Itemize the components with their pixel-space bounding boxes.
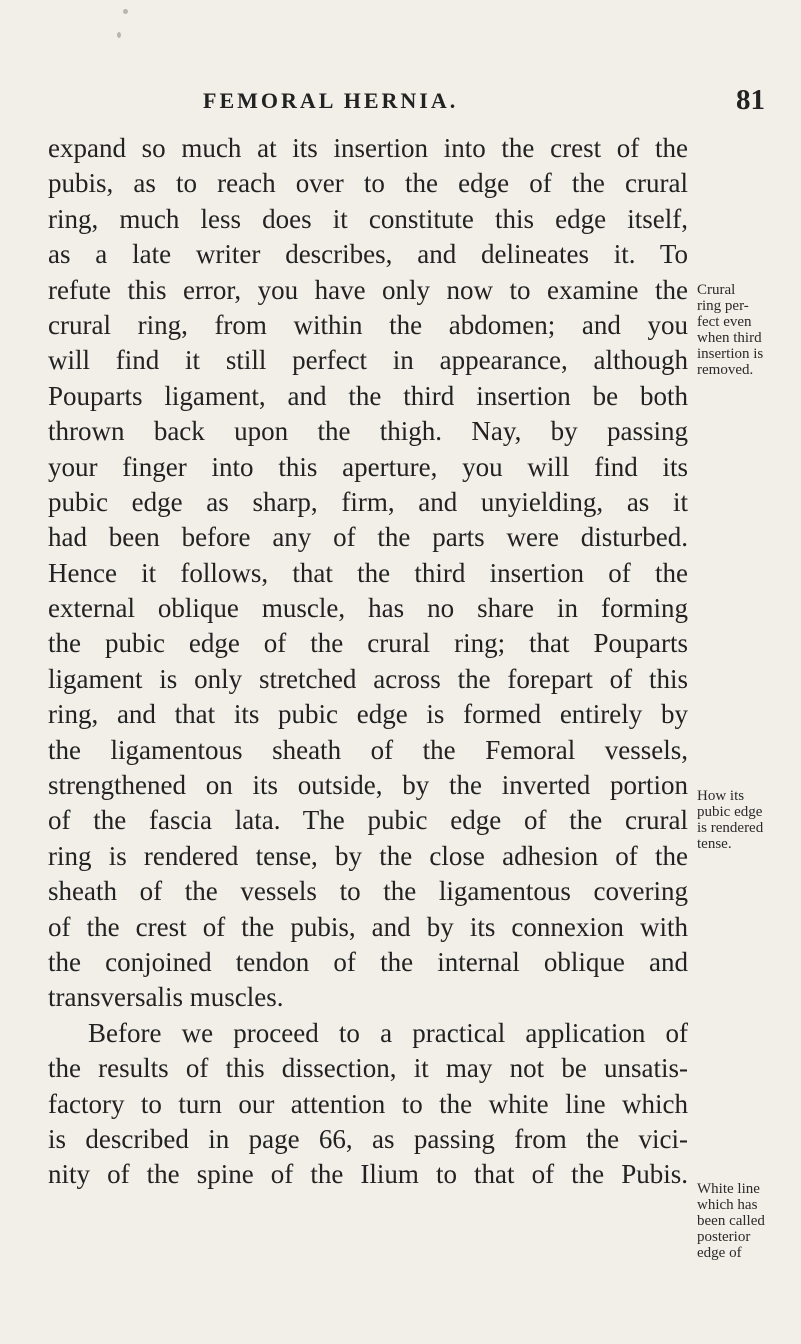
- text-line: pubis, as to reach over to the edge of the crural: [48, 168, 688, 199]
- text-line: will find it still perfect in appearance, although: [48, 345, 688, 376]
- text-line: ligament is only stretched across the forepart of this: [48, 663, 688, 694]
- text-line: the pubic edge of the crural ring; that Pouparts: [48, 628, 688, 659]
- margin-note-line: pubic edge: [697, 804, 763, 820]
- margin-note-line: insertion is: [697, 346, 764, 362]
- text-line: pubic edge as sharp, firm, and unyielding, as it: [48, 486, 688, 517]
- margin-note-line: White line: [697, 1181, 760, 1197]
- margin-note-line: which has: [697, 1197, 758, 1213]
- margin-note-line: Crural: [697, 282, 736, 298]
- margin-note-line: edge of: [697, 1245, 742, 1261]
- paragraph: [48, 1016, 688, 1193]
- margin-note-line: been called: [697, 1213, 765, 1229]
- text-line: ring is rendered tense, by the close adhesion of the: [48, 840, 688, 871]
- text-line: transversalis muscles.: [48, 982, 284, 1013]
- margin-note-line: fect even: [697, 314, 752, 330]
- text-line: external oblique muscle, has no share in forming: [48, 593, 688, 624]
- page-number: 81: [736, 84, 765, 116]
- body-text: [48, 131, 688, 1193]
- text-line: Hence it follows, that the third insertion of the: [48, 557, 688, 588]
- margin-note-line: when third: [697, 330, 762, 346]
- text-line: strengthened on its outside, by the inverted portion: [48, 770, 688, 801]
- text-line: of the crest of the pubis, and by its connexion with: [48, 911, 688, 942]
- margin-note-line: tense.: [697, 836, 732, 852]
- margin-note-line: is rendered: [697, 820, 764, 836]
- margin-note-line: removed.: [697, 362, 754, 378]
- text-line: Pouparts ligament, and the third insertion be both: [48, 380, 688, 411]
- text-line: of the fascia lata. The pubic edge of the crural: [48, 805, 688, 836]
- text-line: thrown back upon the thigh. Nay, by passing: [48, 416, 688, 447]
- margin-note-line: posterior: [697, 1229, 751, 1245]
- text-line: the conjoined tendon of the internal oblique and: [48, 946, 688, 977]
- paragraph: [48, 131, 688, 1016]
- text-line: the ligamentous sheath of the Femoral vessels,: [48, 734, 688, 765]
- margin-note-line: How its: [697, 788, 745, 804]
- page-header: [0, 84, 801, 124]
- margin-note-line: ring per-: [697, 298, 749, 314]
- margin-note-white-line: [697, 1181, 797, 1261]
- text-line: factory to turn our attention to the white line which: [48, 1088, 688, 1119]
- text-line: is described in page 66, as passing from the vici-: [48, 1123, 688, 1154]
- text-line: sheath of the vessels to the ligamentous covering: [48, 876, 688, 907]
- paper-speck: [117, 32, 121, 38]
- text-line: ring, and that its pubic edge is formed entirely by: [48, 699, 688, 730]
- running-head: FEMORAL HERNIA.: [203, 88, 459, 113]
- text-line: nity of the spine of the Ilium to that of the Pubis.: [48, 1159, 688, 1190]
- text-line: expand so much at its insertion into the crest of the: [48, 133, 688, 163]
- text-line: the results of this dissection, it may not be unsatis-: [48, 1053, 688, 1084]
- text-line: your finger into this aperture, you will find its: [48, 451, 688, 482]
- text-line: crural ring, from within the abdomen; and you: [48, 309, 688, 340]
- margin-note-crural-ring: [697, 282, 797, 378]
- margin-note-pubic-edge: [697, 788, 797, 852]
- text-line: refute this error, you have only now to examine the: [48, 274, 688, 305]
- text-line: ring, much less does it constitute this edge itself,: [48, 203, 688, 234]
- text-line: had been before any of the parts were disturbed.: [48, 522, 688, 553]
- paper-speck: [123, 9, 128, 14]
- text-line: Before we proceed to a practical application of: [88, 1017, 688, 1048]
- text-line: as a late writer describes, and delineates it. To: [48, 239, 688, 270]
